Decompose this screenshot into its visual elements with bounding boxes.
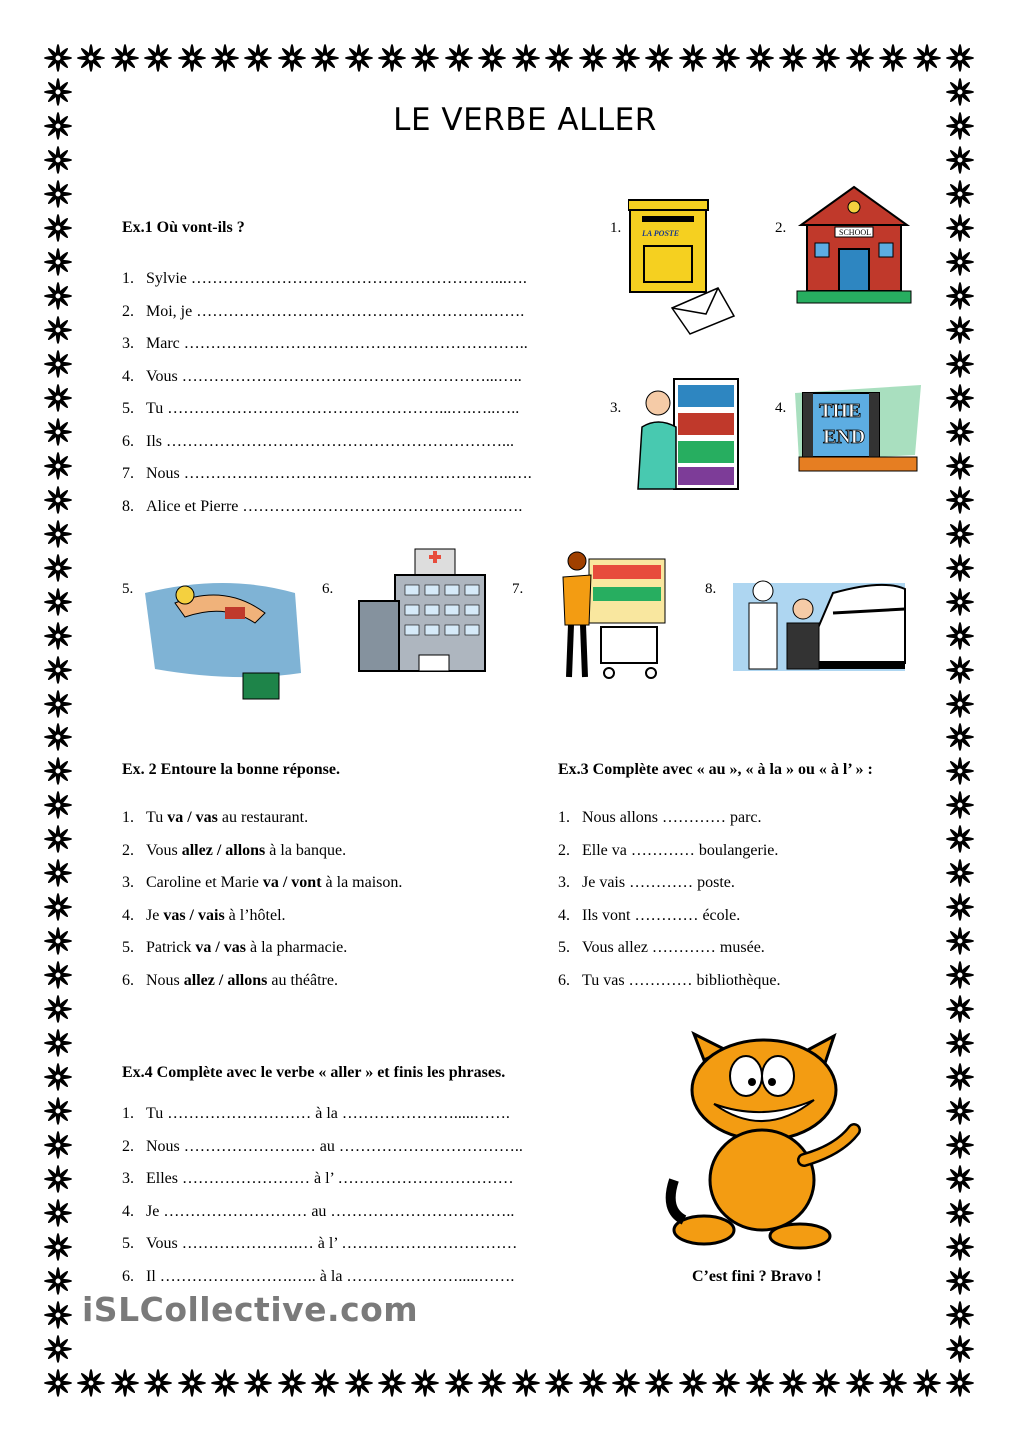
item-text: Elle va ………… boulangerie. [582, 841, 779, 859]
list-item [122, 842, 346, 860]
item-text: Marc ……………………………………………………….. [146, 335, 528, 352]
flower-icon [544, 1368, 574, 1398]
flower-icon [745, 1368, 775, 1398]
flower-icon [477, 43, 507, 73]
flower-icon [43, 213, 73, 243]
answer-choices: allez / allons [181, 841, 266, 859]
item-text: Nous allons ………… parc. [582, 809, 762, 826]
item-text: à l’hôtel. [224, 906, 286, 924]
item-text: Vous [146, 841, 182, 859]
outro-text: C’est fini ? Bravo ! [692, 1268, 822, 1285]
item-text: Ils vont ………… école. [582, 906, 741, 924]
flower-icon [945, 756, 975, 786]
flower-icon [644, 43, 674, 73]
flower-icon [43, 247, 73, 277]
ex2-heading: Ex. 2 Entoure la bonne réponse. [122, 761, 340, 778]
item-text: Sylvie …………………………………………………...…. [146, 270, 527, 287]
flower-icon [912, 1368, 942, 1398]
picture-label-6: 6. [322, 581, 334, 597]
end-text: END [823, 426, 866, 448]
picture-label-8: 8. [705, 581, 717, 597]
item-text: Tu ……………………………………………...….…..….. [146, 400, 520, 417]
item-text: Je [146, 906, 164, 924]
flower-icon [811, 43, 841, 73]
ex4-heading-text-end: » et finis les phrases. [361, 1064, 506, 1081]
ex4-heading-verb: aller [330, 1064, 362, 1081]
flower-icon [611, 43, 641, 73]
item-text: Patrick [146, 939, 196, 956]
flower-icon [43, 722, 73, 752]
flower-icon [43, 451, 73, 481]
flower-icon [110, 1368, 140, 1398]
item-number: 8. [122, 497, 134, 515]
flower-icon [377, 43, 407, 73]
flower-icon [210, 43, 240, 73]
list-item [122, 809, 308, 827]
list-item [558, 972, 781, 990]
item-number: 6. [122, 432, 134, 450]
flower-icon [511, 43, 541, 73]
flower-icon [243, 43, 273, 73]
list-item [122, 433, 514, 451]
flower-icon [945, 1130, 975, 1160]
flower-icon [43, 349, 73, 379]
item-text: Nous [146, 971, 184, 989]
the-text: THE [819, 400, 862, 422]
ex1-heading: Ex.1 Où vont-ils ? [122, 219, 245, 236]
flower-icon [43, 1334, 73, 1364]
item-number: 2. [122, 1137, 134, 1155]
flower-icon [878, 43, 908, 73]
flower-icon [945, 960, 975, 990]
flower-icon [110, 43, 140, 73]
list-item [122, 939, 347, 957]
flower-icon [945, 1266, 975, 1296]
page-title: LE VERBE ALLER [393, 102, 657, 138]
flower-icon [43, 790, 73, 820]
flower-icon [477, 1368, 507, 1398]
flower-icon [43, 179, 73, 209]
flower-icon [711, 43, 741, 73]
flower-icon [43, 1198, 73, 1228]
flower-icon [578, 43, 608, 73]
hospital-picture [355, 545, 495, 677]
flower-icon [912, 43, 942, 73]
item-number: 2. [558, 841, 570, 859]
list-item [122, 335, 528, 353]
flower-icon [43, 689, 73, 719]
item-text: Caroline et Marie [146, 874, 263, 891]
answer-choices: va / vas [167, 809, 218, 826]
item-number: 3. [122, 335, 134, 352]
list-item [558, 842, 778, 860]
flower-icon [578, 1368, 608, 1398]
flower-icon [310, 43, 340, 73]
list-item [558, 874, 735, 892]
flower-icon [945, 1062, 975, 1092]
answer-choices: vas / vais [163, 906, 225, 924]
flower-icon [945, 824, 975, 854]
flower-icon [444, 1368, 474, 1398]
flower-icon [945, 417, 975, 447]
item-number: 3. [122, 874, 134, 891]
flower-icon [845, 1368, 875, 1398]
list-item [122, 1138, 523, 1156]
list-item [122, 465, 532, 483]
flower-icon [43, 621, 73, 651]
picture-label-4: 4. [775, 400, 787, 416]
cinema-picture [795, 385, 921, 473]
item-number: 6. [122, 971, 134, 989]
flower-icon [945, 655, 975, 685]
flower-icon [344, 1368, 374, 1398]
item-number: 7. [122, 465, 134, 482]
flower-icon [76, 43, 106, 73]
flower-icon [277, 1368, 307, 1398]
picture-label-1: 1. [610, 220, 622, 236]
flower-icon [43, 756, 73, 786]
list-item [122, 498, 522, 516]
flower-icon [43, 1266, 73, 1296]
item-number: 1. [558, 809, 570, 826]
flower-icon [444, 43, 474, 73]
list-item [122, 270, 527, 288]
flower-icon [177, 43, 207, 73]
flower-icon [945, 587, 975, 617]
flower-icon [945, 926, 975, 956]
item-number: 1. [122, 1105, 134, 1122]
flower-icon [945, 383, 975, 413]
flower-icon [143, 1368, 173, 1398]
school-picture [795, 183, 913, 308]
list-item [122, 400, 519, 418]
flower-icon [43, 281, 73, 311]
flower-icon [945, 179, 975, 209]
item-text: Vous allez ………… musée. [582, 939, 765, 956]
item-text: Tu vas ………… bibliothèque. [582, 971, 781, 989]
flower-icon [43, 485, 73, 515]
item-number: 5. [122, 400, 134, 417]
item-text: à la banque. [265, 841, 347, 859]
flower-icon [43, 417, 73, 447]
flower-icon [845, 43, 875, 73]
flower-icon [611, 1368, 641, 1398]
flower-icon [43, 1164, 73, 1194]
list-item [122, 1235, 517, 1253]
supermarket-picture [555, 545, 667, 683]
flower-icon [945, 315, 975, 345]
item-text: Vous …………………………………………………...….. [146, 367, 522, 385]
item-number: 2. [122, 841, 134, 859]
list-item [558, 939, 765, 957]
flower-icon [678, 43, 708, 73]
flower-icon [945, 689, 975, 719]
flower-icon [43, 1368, 73, 1398]
flower-icon [778, 1368, 808, 1398]
flower-icon [945, 790, 975, 820]
item-number: 1. [122, 809, 134, 826]
flower-icon [43, 43, 73, 73]
flower-icon [678, 1368, 708, 1398]
item-number: 3. [558, 874, 570, 891]
flower-icon [344, 43, 374, 73]
flower-icon [43, 553, 73, 583]
flower-icon [43, 145, 73, 175]
flower-icon [945, 621, 975, 651]
flower-icon [745, 43, 775, 73]
item-number: 1. [122, 270, 134, 287]
flower-icon [43, 1300, 73, 1330]
item-text: à la pharmacie. [246, 939, 348, 956]
item-text: au théâtre. [267, 971, 338, 989]
flower-icon [945, 1028, 975, 1058]
swimming-pool-picture [145, 573, 303, 703]
item-number: 6. [122, 1267, 134, 1285]
flower-icon [945, 451, 975, 481]
item-text: Tu ……………………… à la ………………….....……. [146, 1105, 510, 1122]
flower-icon [811, 1368, 841, 1398]
flower-icon [945, 247, 975, 277]
flower-icon [945, 485, 975, 515]
flower-icon [43, 587, 73, 617]
item-text: Alice et Pierre ………………………………………….…. [146, 497, 523, 515]
library-picture [632, 375, 742, 493]
list-item [122, 303, 524, 321]
flower-icon [243, 1368, 273, 1398]
item-text: Moi, je ……………………………………………….……. [146, 302, 525, 320]
picture-label-5: 5. [122, 581, 134, 597]
flower-icon [43, 858, 73, 888]
item-text: Tu [146, 809, 168, 826]
item-number: 6. [558, 971, 570, 989]
flower-icon [76, 1368, 106, 1398]
flower-icon [43, 1062, 73, 1092]
flower-icon [377, 1368, 407, 1398]
picture-label-3: 3. [610, 400, 622, 416]
flower-icon [544, 43, 574, 73]
flower-icon [43, 1232, 73, 1262]
picture-label-7: 7. [512, 581, 524, 597]
item-number: 5. [122, 1235, 134, 1252]
flower-icon [945, 892, 975, 922]
flower-icon [945, 1232, 975, 1262]
list-item [122, 1268, 514, 1286]
flower-icon [644, 1368, 674, 1398]
list-item [122, 874, 402, 892]
flower-icon [177, 1368, 207, 1398]
item-number: 4. [122, 906, 134, 924]
flower-icon [43, 315, 73, 345]
flower-icon [410, 1368, 440, 1398]
flower-icon [945, 1300, 975, 1330]
item-number: 4. [558, 906, 570, 924]
flower-icon [410, 43, 440, 73]
list-item [122, 972, 338, 990]
garfield-cat-picture [664, 1030, 862, 1252]
item-number: 3. [122, 1170, 134, 1187]
item-number: 2. [122, 302, 134, 320]
item-text: Je vais ………… poste. [582, 874, 735, 891]
flower-icon [945, 553, 975, 583]
ex4-heading [122, 1064, 505, 1082]
flower-icon [43, 994, 73, 1024]
item-number: 4. [122, 1202, 134, 1220]
flower-icon [43, 519, 73, 549]
list-item [122, 1203, 514, 1221]
item-number: 4. [122, 367, 134, 385]
item-text: au restaurant. [217, 809, 309, 826]
flower-icon [210, 1368, 240, 1398]
flower-icon [711, 1368, 741, 1398]
flower-icon [43, 383, 73, 413]
watermark-logo: iSLCollective.com [82, 1290, 419, 1329]
la-poste-text: LA POSTE [642, 229, 680, 238]
item-text: Il …………………….….. à la ………………….....……. [146, 1267, 515, 1285]
flower-icon [945, 1334, 975, 1364]
flower-icon [878, 1368, 908, 1398]
answer-choices: va / vas [195, 939, 246, 956]
flower-icon [143, 43, 173, 73]
list-item [122, 1105, 510, 1123]
flower-icon [945, 994, 975, 1024]
ex3-heading: Ex.3 Complète avec « au », « à la » ou « à l’ » : [558, 761, 873, 778]
item-text: Vous ………………….… à l’ …………………………… [146, 1235, 518, 1252]
flower-icon [43, 1130, 73, 1160]
flower-icon [945, 213, 975, 243]
flower-icon [43, 1096, 73, 1126]
flower-icon [310, 1368, 340, 1398]
post-office-picture [628, 198, 738, 336]
list-item [122, 368, 522, 386]
item-text: à la maison. [321, 874, 403, 891]
item-text: Nous ……………………………………………………..…. [146, 465, 532, 482]
flower-icon [277, 43, 307, 73]
flower-icon [945, 281, 975, 311]
flower-icon [43, 824, 73, 854]
flower-icon [945, 349, 975, 379]
flower-icon [511, 1368, 541, 1398]
flower-icon [945, 858, 975, 888]
list-item [122, 1170, 514, 1188]
train-station-picture [733, 573, 908, 673]
list-item [558, 907, 740, 925]
answer-choices: allez / allons [183, 971, 268, 989]
flower-icon [945, 1164, 975, 1194]
flower-icon [945, 1198, 975, 1228]
item-text: Ils ………………………………………………………... [146, 432, 514, 450]
flower-icon [43, 655, 73, 685]
flower-icon [945, 1096, 975, 1126]
item-number: 5. [558, 939, 570, 956]
list-item [122, 907, 286, 925]
ex4-heading-text: Ex.4 Complète avec le verbe « [122, 1064, 331, 1081]
picture-label-2: 2. [775, 220, 787, 236]
item-text: Je ……………………… au …………………………….. [146, 1202, 515, 1220]
list-item [558, 809, 762, 827]
flower-icon [43, 926, 73, 956]
flower-icon [945, 1368, 975, 1398]
flower-icon [43, 892, 73, 922]
flower-icon [945, 43, 975, 73]
flower-icon [778, 43, 808, 73]
flower-icon [945, 519, 975, 549]
item-number: 5. [122, 939, 134, 956]
flower-icon [945, 145, 975, 175]
item-text: Nous ………………….… au …………………………….. [146, 1137, 523, 1155]
answer-choices: va / vont [262, 874, 322, 891]
flower-icon [43, 960, 73, 990]
school-text: SCHOOL [839, 228, 872, 237]
flower-icon [945, 722, 975, 752]
flower-icon [43, 1028, 73, 1058]
item-text: Elles …………………… à l’ …………………………… [146, 1170, 514, 1187]
